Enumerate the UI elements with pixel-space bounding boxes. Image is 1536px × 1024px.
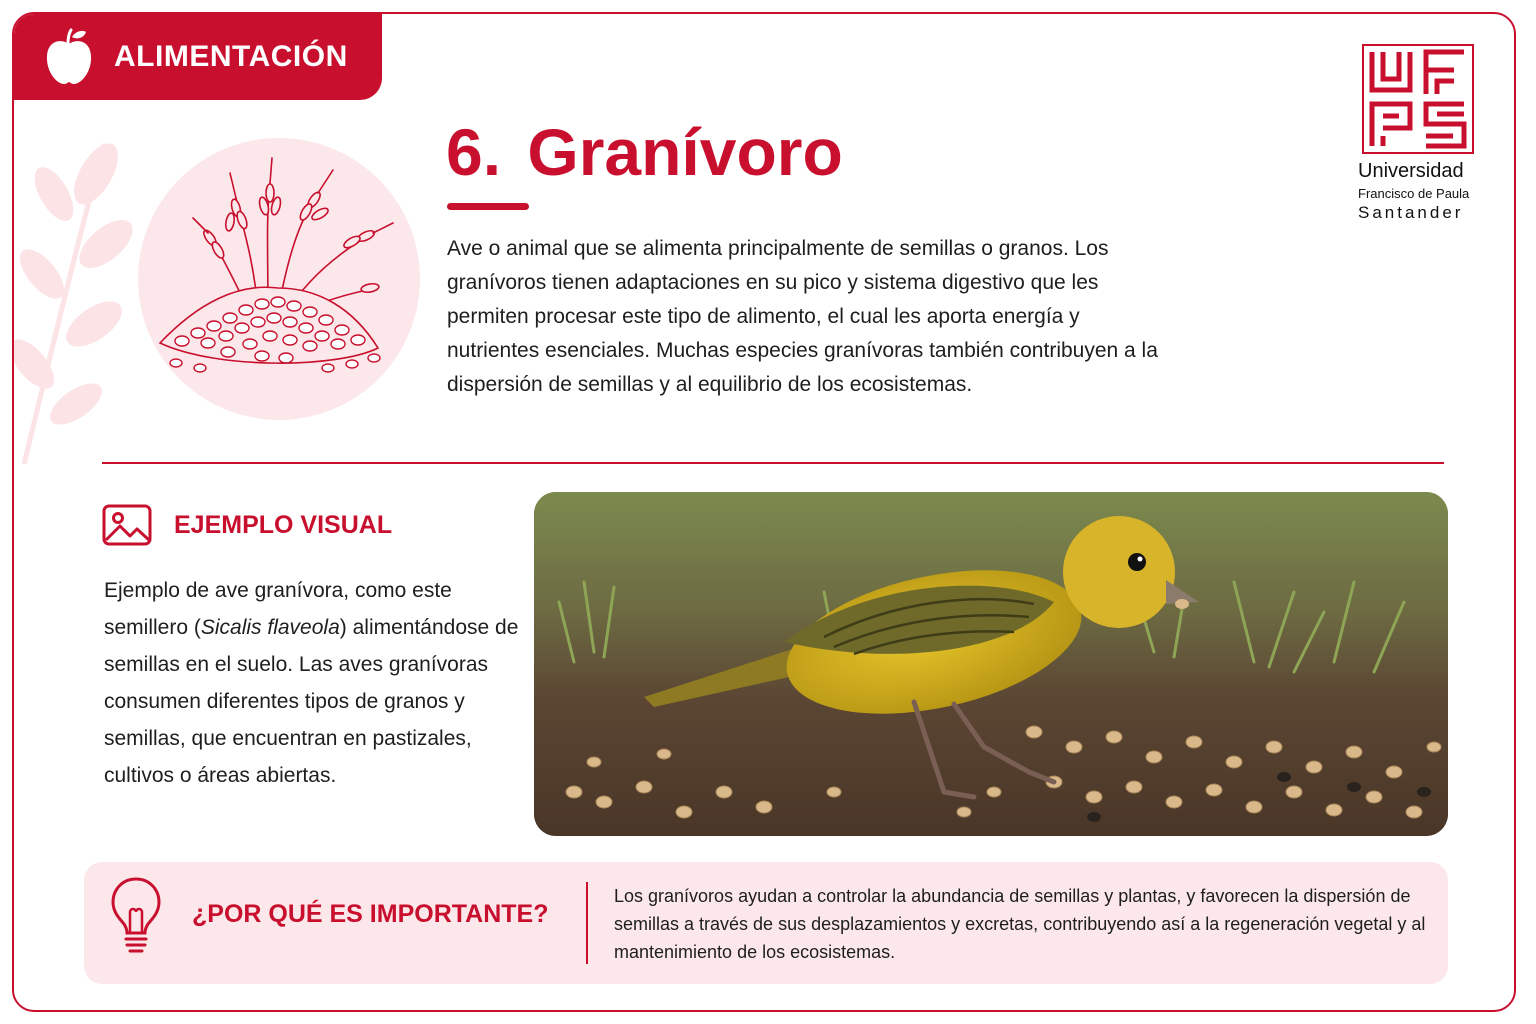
term-title: 6. Granívoro xyxy=(446,115,843,189)
logo-university: Universidad xyxy=(1358,160,1464,182)
image-icon xyxy=(102,504,152,546)
leaf-branch-decoration xyxy=(14,134,134,464)
yellow-finch-eating-seeds-photo xyxy=(534,492,1448,836)
logo-francisco: Francisco de Paula xyxy=(1358,186,1470,201)
importance-text: Los granívoros ayudan a controlar la abundancia de semillas y plantas, y favorecen la dispersión de semillas a través de sus desplazamientos y excretas, contribuyendo así a la regeneración vegetal y al mantenimiento de los ecosistemas. xyxy=(614,886,1426,962)
importance-box xyxy=(84,862,1448,984)
importance-title: ¿POR QUÉ ES IMPORTANTE? xyxy=(192,900,549,928)
species-name: Sicalis flaveola xyxy=(200,616,340,639)
apple-icon xyxy=(44,28,94,86)
title-underline xyxy=(447,203,529,210)
lightbulb-icon xyxy=(110,876,162,954)
example-title: EJEMPLO VISUAL xyxy=(174,510,393,539)
ufps-logo-mark xyxy=(1362,44,1474,154)
example-description: Ejemplo de ave granívora, como este semillero (Sicalis flaveola) alimentándose de semillas en el suelo. Las aves granívoras consumen diferentes tipos de granos y semillas, que encuentran en pastizales, cultivos o áreas abiertas. xyxy=(104,579,519,787)
term-description: Ave o animal que se alimenta principalmente de semillas o granos. Los granívoros tienen adaptaciones en su pico y sistema digestivo que les permiten procesar este tipo de alimento, el cual les aporta energía y nutrientes esenciales. Muchas especies granívoras también contribuyen a la dispersión de semillas y al equilibrio de los ecosistemas. xyxy=(447,237,1158,396)
grain-pile-illustration xyxy=(138,138,420,420)
category-title: ALIMENTACIÓN xyxy=(114,40,348,73)
glossary-card xyxy=(12,12,1516,1012)
logo-santander: Santander xyxy=(1358,203,1464,222)
university-logo xyxy=(1358,44,1478,223)
importance-separator xyxy=(586,882,588,964)
category-tab xyxy=(14,14,382,100)
example-header xyxy=(102,504,392,546)
section-divider xyxy=(102,462,1444,464)
